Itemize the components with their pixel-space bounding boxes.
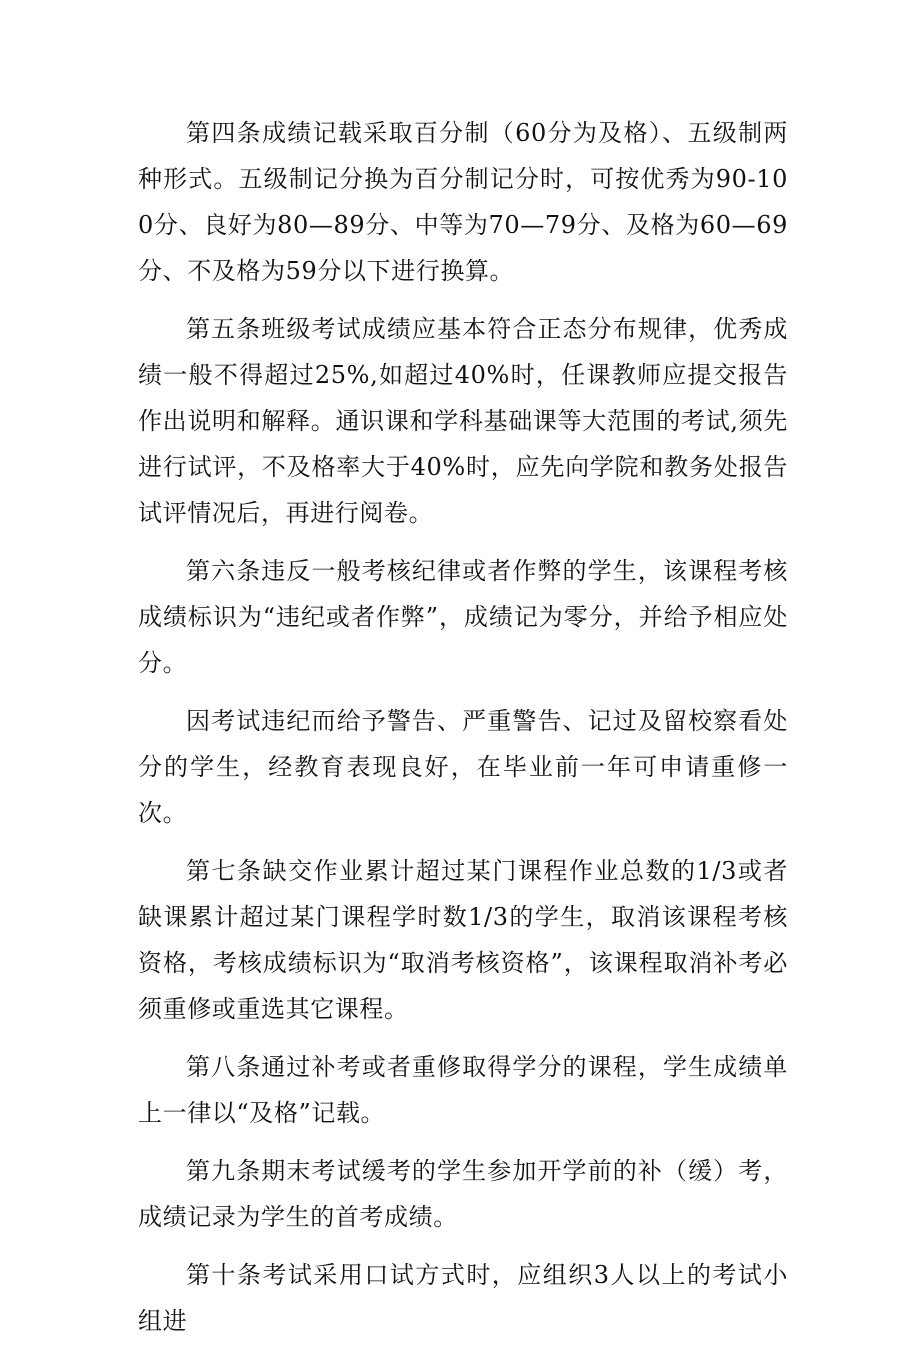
paragraph-article-6: 第六条违反一般考核纪律或者作弊的学生，该课程考核成绩标识为“违纪或者作弊”，成绩记为零分，并给予相应处分。 [138,557,788,677]
paragraph-article-7: 第七条缺交作业累计超过某门课程作业总数的1/3或者缺课累计超过某门课程学时数1/3的学生，取消该课程考核资格，考核成绩标识为“取消考核资格”，该课程取消补考必须重修或重选其它课程。 [138,857,788,1023]
paragraph-article-10: 第十条考试采用口试方式时，应组织3人以上的考试小组进 [138,1261,788,1335]
paragraph-article-9: 第九条期末考试缓考的学生参加开学前的补（缓）考，成绩记录为学生的首考成绩。 [138,1157,788,1231]
paragraph-article-5: 第五条班级考试成绩应基本符合正态分布规律，优秀成绩一般不得超过25%,如超过40%时，任课教师应提交报告作出说明和解释。通识课和学科基础课等大范围的考试,须先进行试评，不及格率大于40%时，应先向学院和教务处报告试评情况后，再进行阅卷。 [138,315,788,527]
paragraph-article-6-supplement: 因考试违纪而给予警告、严重警告、记过及留校察看处分的学生，经教育表现良好，在毕业前一年可申请重修一次。 [138,707,788,827]
document-body [138,110,788,1356]
paragraph-article-8: 第八条通过补考或者重修取得学分的课程，学生成绩单上一律以“及格”记载。 [138,1053,788,1127]
paragraph-article-4: 第四条成绩记载采取百分制（60分为及格）、五级制两种形式。五级制记分换为百分制记分时，可按优秀为90-100分、良好为80—89分、中等为70—79分、及格为60—69分、不及格为59分以下进行换算。 [138,119,788,285]
